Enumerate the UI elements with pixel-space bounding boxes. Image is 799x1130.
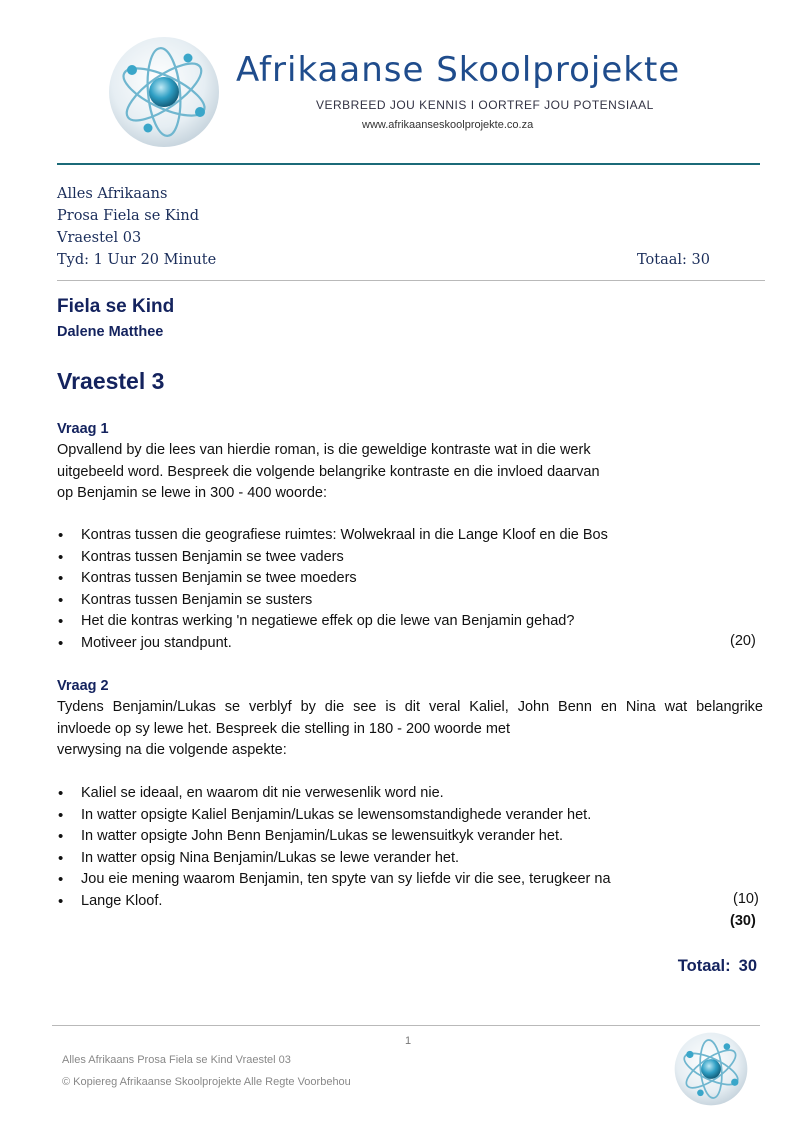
page-number: 1: [405, 1035, 412, 1047]
brand-website: www.afrikaanseskoolprojekte.co.za: [362, 119, 534, 131]
list-item: • Motiveer jou standpunt.: [57, 633, 763, 655]
list-item: • In watter opsig Nina Benjamin/Lukas se lewe verander het.: [57, 848, 763, 870]
header-divider: [57, 163, 760, 165]
book-title: Fiela se Kind: [57, 296, 175, 317]
question-2-line: verwysing na die volgende aspekte:: [57, 742, 287, 758]
question-2-heading: Vraag 2: [57, 678, 109, 694]
atom-logo-small-icon: [674, 1032, 748, 1106]
question-2-mark: (10): [733, 891, 759, 907]
question-2-line: Tydens Benjamin/Lukas se verblyf by die see is dit veral Kaliel, John Benn en Nina wat belangrike: [57, 699, 763, 715]
list-item: • Kontras tussen die geografiese ruimtes: Wolwekraal in die Lange Kloof en die Bos: [57, 525, 763, 547]
list-item: • Kontras tussen Benjamin se susters: [57, 590, 763, 612]
meta-time: Tyd: 1 Uur 20 Minute: [57, 252, 217, 268]
brand-name: Afrikaanse Skoolprojekte: [236, 50, 681, 90]
grand-total-value: 30: [738, 957, 757, 975]
question-1-heading: Vraag 1: [57, 421, 109, 437]
meta-subject: Alles Afrikaans: [57, 186, 168, 202]
list-item: • Het die kontras werking 'n negatiewe effek op die lewe van Benjamin gehad?: [57, 611, 763, 633]
atom-logo-icon: [108, 36, 220, 148]
book-author: Dalene Matthee: [57, 324, 164, 340]
list-item: • In watter opsigte Kaliel Benjamin/Lukas se lewensomstandighede verander het.: [57, 805, 763, 827]
question-2-bullets: [57, 783, 763, 912]
meta-work: Prosa Fiela se Kind: [57, 208, 200, 224]
list-item: • Kontras tussen Benjamin se twee vaders: [57, 547, 763, 569]
list-item: • Lange Kloof.: [57, 891, 763, 913]
meta-divider: [57, 280, 765, 281]
question-1-line: uitgebeeld word. Bespreek die volgende belangrike kontraste en die invloed daarvan: [57, 463, 600, 480]
list-item: • Kaliel se ideaal, en waarom dit nie verwesenlik word nie.: [57, 783, 763, 805]
paper-title: Vraestel 3: [57, 368, 165, 394]
footer-document-name: Alles Afrikaans Prosa Fiela se Kind Vraestel 03: [62, 1054, 291, 1066]
question-1-mark: (20): [730, 633, 756, 649]
question-1-line: Opvallend by die lees van hierdie roman, is die geweldige kontraste wat in die werk: [57, 442, 591, 458]
question-1-text: [57, 440, 763, 505]
question-2-subtotal: (30): [730, 913, 756, 929]
question-1-bullets: [57, 525, 763, 654]
question-2-line: invloede op sy lewe het. Bespreek die stelling in 180 - 200 woorde met: [57, 720, 510, 737]
grand-total: [670, 957, 757, 976]
list-item: • In watter opsigte John Benn Benjamin/Lukas se lewensuitkyk verander het.: [57, 826, 763, 848]
grand-total-label: Totaal:: [677, 957, 731, 975]
brand-tagline: VERBREED JOU KENNIS I OORTREF JOU POTENSIAAL: [316, 98, 654, 112]
meta-paper: Vraestel 03: [57, 230, 142, 246]
question-2-text: [57, 697, 763, 762]
question-1-line: op Benjamin se lewe in 300 - 400 woorde:: [57, 485, 328, 501]
footer-copyright: © Kopiereg Afrikaanse Skoolprojekte Alle Regte Voorbehou: [62, 1076, 351, 1088]
footer-divider: [52, 1025, 760, 1026]
meta-total: Totaal: 30: [637, 252, 710, 268]
list-item: • Kontras tussen Benjamin se twee moeders: [57, 568, 763, 590]
list-item: • Jou eie mening waarom Benjamin, ten spyte van sy liefde vir die see, terugkeer na: [57, 869, 763, 891]
